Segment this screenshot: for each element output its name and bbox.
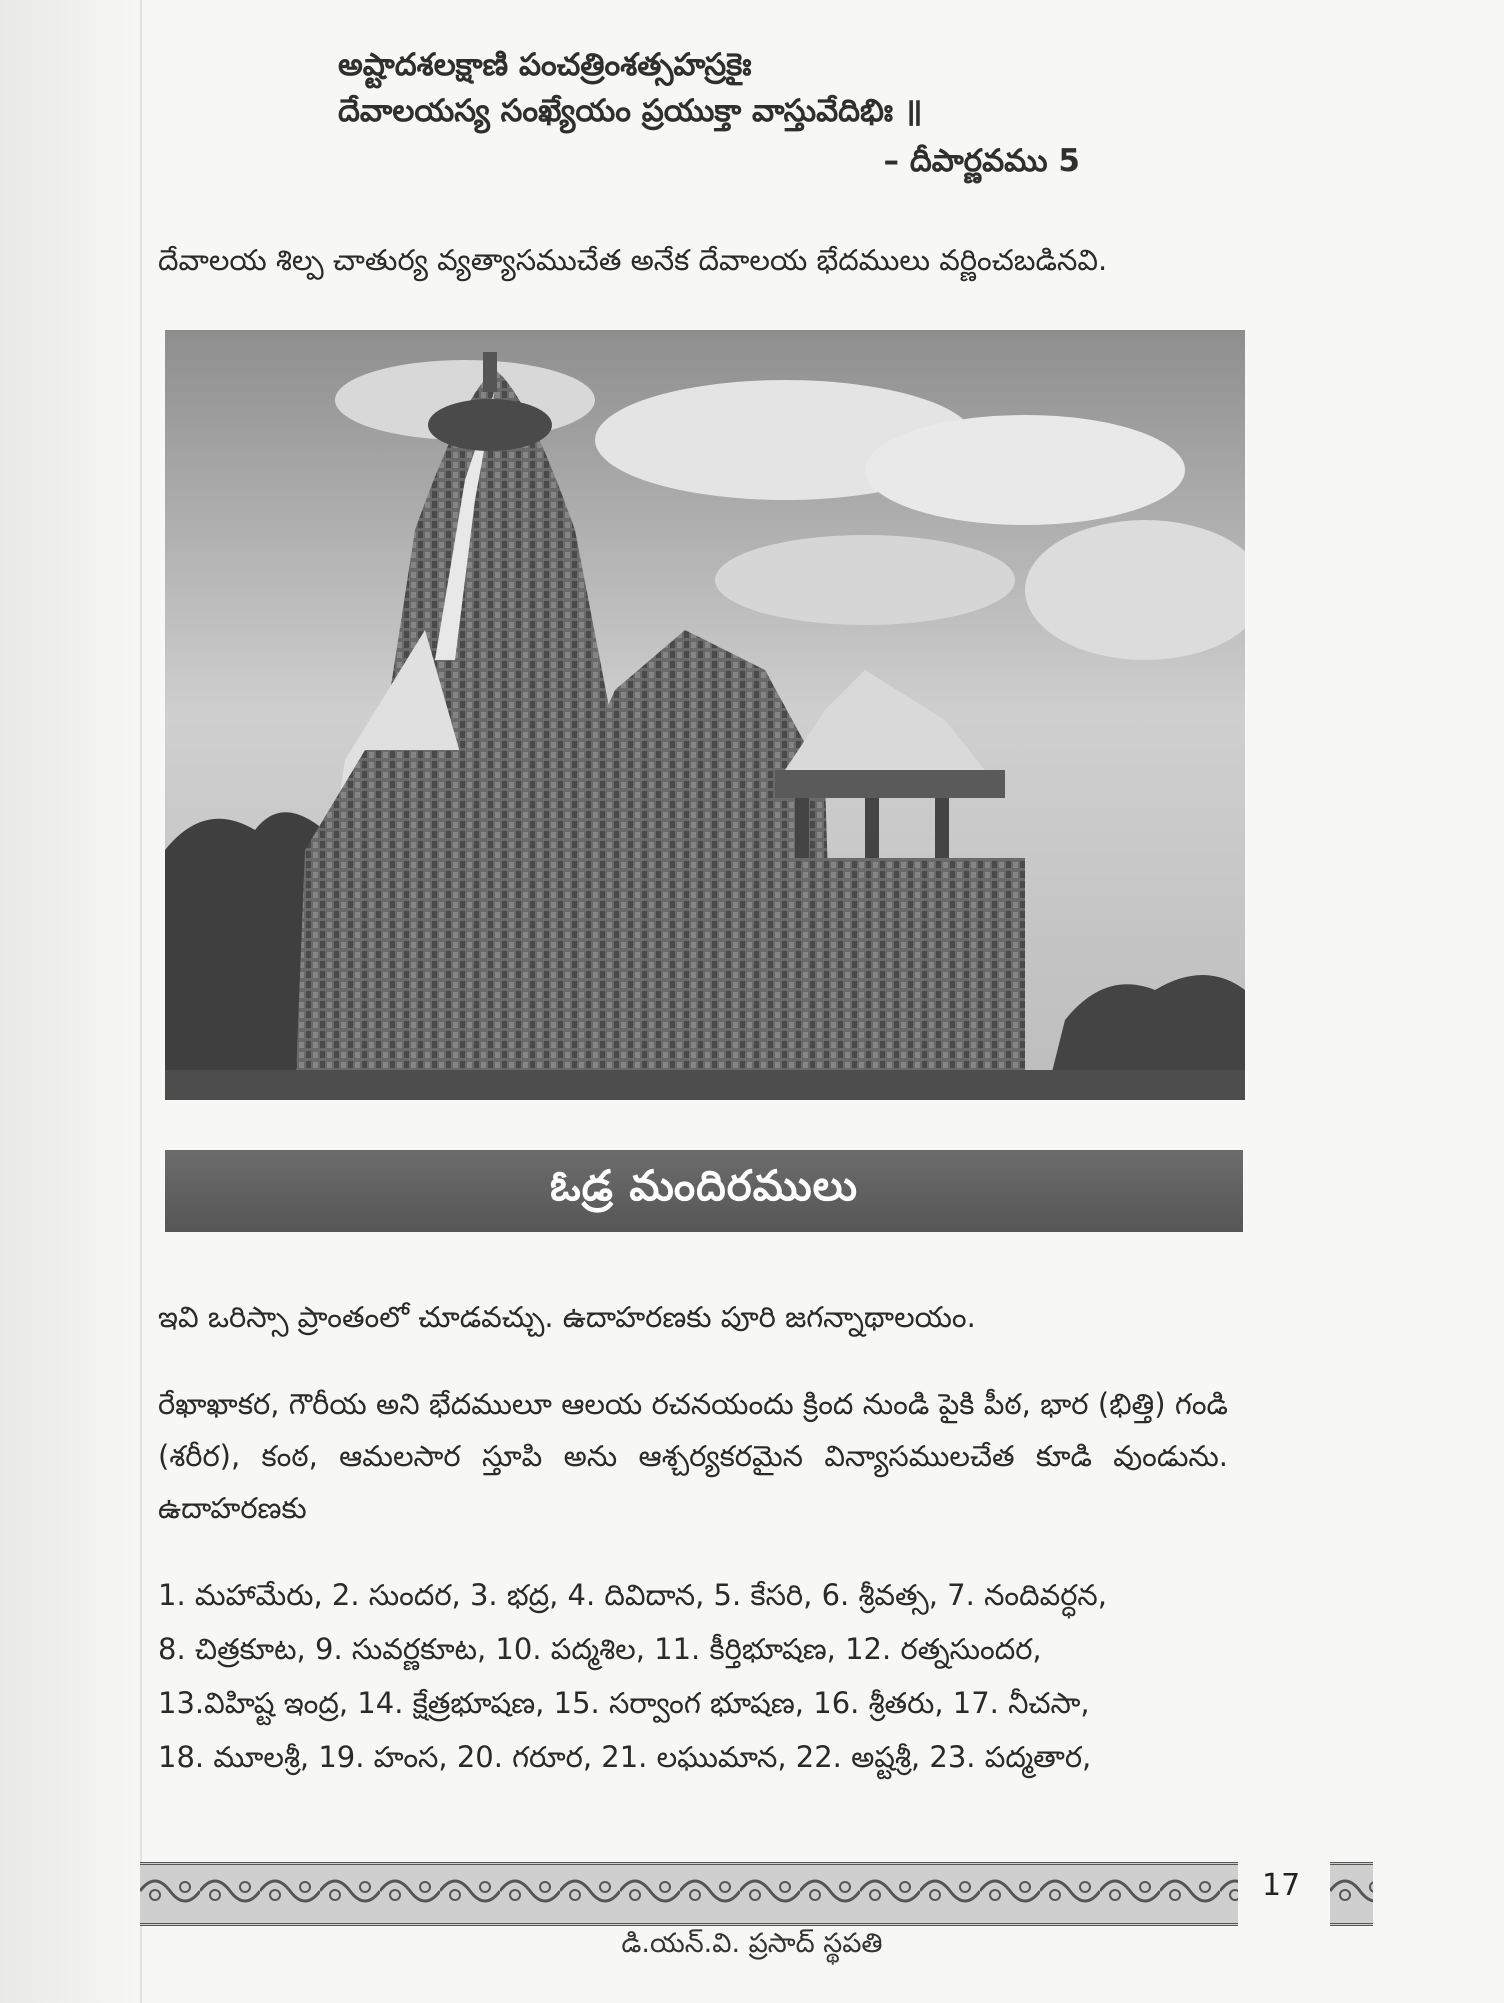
gutter-edge [140,0,142,2003]
binding-gutter [0,0,140,2003]
sanskrit-verse [338,42,1098,184]
list-line: 18. మూలశ్రీ, 19. హంస, 20. గరూర, 21. లఘుమాన, 22. అష్టశ్రీ, 23. పద్మతార, [158,1740,1092,1774]
temple-photo [165,330,1245,1100]
section-heading-bar [165,1150,1243,1232]
verse-citation: – దీపార్ణవము 5 [883,143,1080,179]
temple-type-list [158,1568,1228,1784]
page-number: 17 [1262,1868,1301,1903]
verse-line-2: దేవాలయస్య సంఖ్యేయం ప్రయుక్తా వాస్తువేదిభిః ॥ [338,93,923,129]
footer-ornament-border [140,1862,1238,1926]
section-heading: ఓడ్ర మందిరములు [550,1161,858,1210]
list-line: 13.విహిష్ట ఇంద్ర, 14. క్షేత్రభూషణ, 15. సర్వాంగ భూషణ, 16. శ్రీతరు, 17. నీచసా, [158,1686,1090,1720]
intro-paragraph: దేవాలయ శిల్ప చాతుర్య వ్యత్యాసముచేత అనేక దేవాలయ భేదములు వర్ణించబడినవి. [158,243,1108,277]
verse-line-1: అష్టాదశలక్షాణి పంచత్రింశత్సహస్రకైః [338,47,752,83]
paragraph-2: రేఖాఖాకర, గౌరీయ అని భేదములూ ఆలయ రచనయందు క్రింద నుండి పైకి పీఠ, భార (భిత్తి) గండి (శరీర), కంఠ, ఆమలసార స్తూపి అను ఆశ్చర్యకరమైన విన్యాసములచేత కూడి వుండును. ఉదాహరణకు [158,1387,1228,1525]
list-line: 1. మహామేరు, 2. సుందర, 3. భద్ర, 4. దివిదాన, 5. కేసరి, 6. శ్రీవత్స, 7. నందివర్ధన, [158,1578,1108,1612]
footer-ornament-right [1330,1862,1373,1926]
author-footer: డి.యన్.వి. ప్రసాద్ స్థపతి [621,1928,883,1959]
paragraph-1: ఇవి ఒరిస్సా ప్రాంతంలో చూడవచ్చు. ఉదాహరణకు పూరి జగన్నాథాలయం. [158,1300,976,1334]
list-line: 8. చిత్రకూట, 9. సువర్ణకూట, 10. పద్మశిల, 11. కీర్తిభూషణ, 12. రత్నసుందర, [158,1632,1042,1666]
